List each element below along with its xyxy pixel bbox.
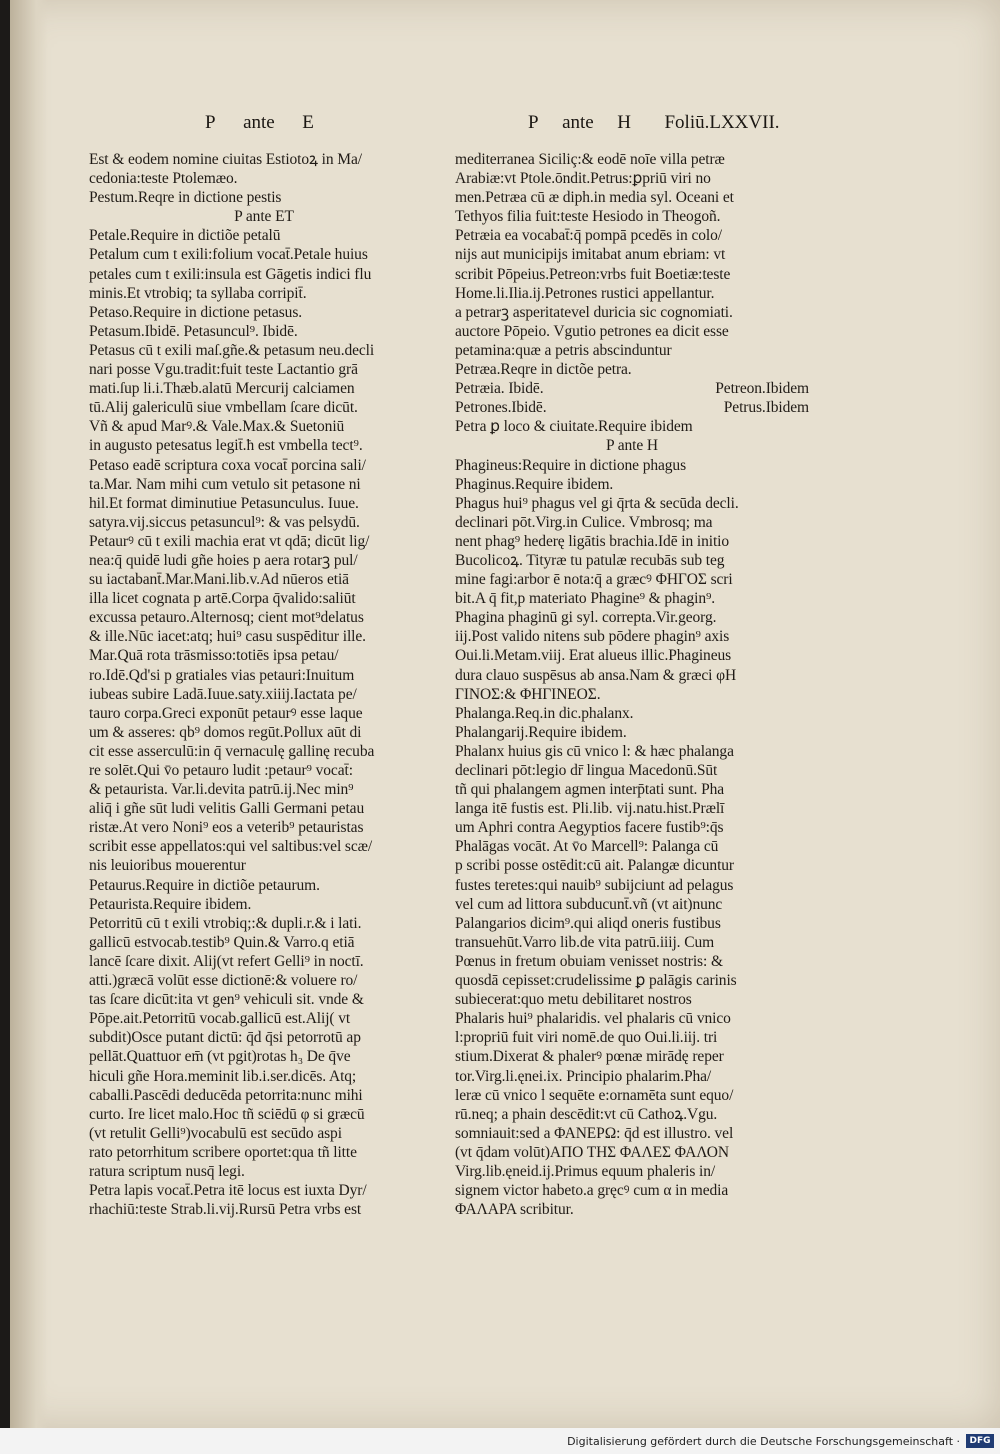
text-line: pellāt.Quattuor em̄ (vt pgit)rotas h₃ De q̄ve <box>89 1048 351 1066</box>
text-line: declinari pōt:legio dr̄ lingua Macedonū.Sūt <box>455 762 718 779</box>
text-line: stium.Dixerat & phalerꝰ pœnæ mirādę reper <box>455 1048 724 1066</box>
text-line: Phalangarij.Require ibidem. <box>455 723 627 741</box>
text-line: Petaurista.Require ibidem. <box>89 895 252 913</box>
text-line: men.Petræa cū æ diph.in media syl. Oceani et <box>455 189 734 207</box>
text-line: atti.)græcā volūt esse dictionē:& voluere ro/ <box>89 972 358 990</box>
text-line: Petasum.Ibidē. Petasuncul⁹. Ibidē. <box>89 322 298 340</box>
text-line: ristæ.At vero Noni⁹ eos a veterib⁹ petauristas <box>89 819 364 837</box>
text-line: Phalanga.Req.in dic.phalanx. <box>455 704 634 722</box>
text-line: Pœnus in fretum obuiam venisset nostris: & <box>455 952 723 970</box>
text-line: Petaso.Require in dictione petasus. <box>89 303 303 321</box>
text-line: um & asseres: qb⁹ domos regūt.Pollux aūt di <box>89 723 362 741</box>
text-line: Est & eodem nomine ciuitas Estiotoꝝ in Ma/ <box>89 151 362 168</box>
text-line: Home.li.Ilia.ij.Petrones rustici appellantur. <box>455 284 715 302</box>
text-line: ΓΙΝΟΣ:& ΦΗΓΙΝΕΟΣ. <box>455 685 601 703</box>
text-line: Phalaris hui⁹ phalaridis. vel phalaris cū vnico <box>455 1010 731 1028</box>
text-line: transuehūt.Varro lib.de vita patrū.iiij. Cum <box>455 933 715 951</box>
head-left-word: ante <box>243 112 275 133</box>
text-line: satyra.vij.siccus petasuncul⁹: & vas pelsydū. <box>89 513 360 531</box>
text-line: rato petorrhitum scribere oportet:qua tñ litte <box>89 1143 357 1161</box>
head-left-letter2: E <box>302 112 314 133</box>
running-head-right <box>528 112 780 134</box>
text-line: su iactabant̄.Mar.Mani.lib.v.Ad nūeros etiā <box>89 571 349 589</box>
text-line: bit.A q̄ fit,p materiato Phagine⁹ & phagin⁹. <box>455 590 716 608</box>
text-line: tū.Alij galericulū siue vmbellam ſcare dicūt. <box>89 399 358 417</box>
text-line: ratura scriptum nusq̄ legi. <box>89 1162 245 1180</box>
folio-number: Foliū.LXXVII. <box>664 112 780 133</box>
text-line: declinari pōt.Virg.in Culice. Vmbrosq; ma <box>455 513 713 531</box>
text-line: caballi.Pascēdi deducēda petorrita:nunc mihi <box>89 1086 363 1104</box>
text-line: subiecerat:quo metu debilitaret nostros <box>455 991 692 1009</box>
text-line: mediterranea Siciliç:& eodē noīe villa petræ <box>455 151 725 168</box>
text-line: dura clauo suspēsus ab ansa.Nam & græci φΗ <box>455 666 737 684</box>
text-line: Palangarios dicim⁹.qui aliqd oneris fustibus <box>455 914 721 932</box>
text-line: Pestum.Reqre in dictione pestis <box>89 189 282 207</box>
text-line: Petale.Require in dictiõe petalū <box>89 227 281 245</box>
text-line <box>455 379 809 398</box>
text-line: Petalum cum t exili:folium vocat̄.Petale huius <box>89 246 368 264</box>
text-line: iij.Post valido nitens sub pōdere phagin⁹ axis <box>455 628 730 646</box>
text-line: Virg.lib.ęneid.ij.Primus equum phaleris in/ <box>455 1162 716 1180</box>
text-line: tas ſcare dicūt:ita vt gen⁹ vehiculi sit. vnde & <box>89 991 364 1009</box>
head-right-letter: P <box>528 112 539 133</box>
text-line: Petra ꝑ loco & ciuitate.Require ibidem <box>455 418 693 436</box>
head-left-letter: P <box>205 112 216 133</box>
text-line: somniauit:sed a ΦΑΝΕΡΩ: q̄d est illustro. vel <box>455 1124 734 1142</box>
text-line: auctore Pōpeio. Vgutio petrones ea dicit esse <box>455 322 729 340</box>
text-line: mati.ſup li.i.Thæb.alatū Mercurij calciamen <box>89 380 355 398</box>
text-line: Phagineus:Require in dictione phagus <box>455 456 687 474</box>
text-line: Oui.li.Metam.viij. Erat alueus illic.Phagineus <box>455 647 732 665</box>
text-line: petamina:quæ a petris abscinduntur <box>455 341 672 359</box>
text-line: Phalanx huius gis cū vnico l: & hæc phalanga <box>455 742 734 760</box>
text-line: leræ cū vnico l sequēte e:ornamēta sunt equo/ <box>455 1086 734 1104</box>
text-line: rhachiū:teste Strab.li.vij.Rursū Petra vrbs est <box>89 1201 362 1219</box>
text-column-right <box>455 150 809 1219</box>
text-line: nijs aut municipijs imitabat anum ebriam: vt <box>455 246 726 264</box>
text-line: Petaurꝰ cū t exili machia erat vt qdā; dicūt lig/ <box>89 532 370 550</box>
text-line: um Aphri contra Aegyptios facere fustib⁹:q̄s <box>455 819 724 837</box>
text-line: tor.Virg.li.ęnei.ix. Principio phalarim.Pha/ <box>455 1067 712 1085</box>
text-line: Petræa.Reqre in dictõe petra. <box>455 361 632 379</box>
text-line: petales cum t exili:insula est Gāgetis indici flu <box>89 265 372 283</box>
head-right-word: ante <box>562 112 594 133</box>
text-line: Pōpe.ait.Petorritū vocab.gallicū est.Alij( vt <box>89 1010 351 1028</box>
text-line: Petaurus.Require in dictiõe petaurum. <box>89 876 320 894</box>
text-line: Phalāgas vocāt. At v̄o Marcell⁹: Palanga cū <box>455 838 719 856</box>
text-line: gallicū estvocab.testib⁹ Quin.& Varro.q etiā <box>89 933 355 951</box>
section-heading: P ante H <box>605 437 658 455</box>
text-line: Phagina phaginū gi syl. correpta.Vir.georg. <box>455 609 717 627</box>
text-line <box>455 398 809 417</box>
text-line-part: Petræia. Ibidē. <box>455 380 544 398</box>
text-line: in augusto petesatus legit̄.ħ est vmbella tect⁹. <box>89 437 363 455</box>
text-line: quosdā cepisset:crudelissime ꝑ palāgis carinis <box>455 972 737 990</box>
running-head-left <box>205 112 314 134</box>
text-line: Bucolicoꝝ. Tityræ tu patulæ recubās sub teg <box>455 551 725 569</box>
text-line: nis leuioribus mouerentur <box>89 857 246 875</box>
text-line: (vt retulit Gelli⁹)vocabulū est secūdo aspi <box>89 1124 342 1142</box>
text-line: ΦΑΛΑΡΑ scribitur. <box>455 1201 574 1219</box>
text-line: re solēt.Qui v̄o petauro ludit :petaur⁹ vocat̄: <box>89 762 353 779</box>
text-line: a petrarꝫ asperitatevel duricia sic cognomiati. <box>455 303 733 321</box>
text-line: langa itē fustis est. Pli.lib. vij.natu.hist.Prælī <box>455 800 725 818</box>
text-line: Petorritū cū t exili vtrobiq;:& dupli.r.& i lati. <box>89 914 362 932</box>
page-binding-edge <box>10 0 48 1428</box>
text-line: Vñ & apud Marꝰ.& Vale.Max.& Suetoniū <box>89 418 345 436</box>
text-line: tñ qui phalangem agmen interp̄tati sunt. Pha <box>455 781 725 799</box>
text-line: Petra lapis vocat̄.Petra itē locus est iuxta Dyr/ <box>89 1182 367 1200</box>
text-line: nent phag⁹ hederę ligātis brachia.Idē in initio <box>455 532 730 550</box>
text-line: curto. Ire licet malo.Hoc tñ sciēdū φ si græcū <box>89 1105 365 1123</box>
text-line: cit esse asserculū:in q̄ vernaculę gallinę recuba <box>89 742 375 760</box>
text-line: p scribi posse ostēdit:cū ait. Palangæ dicuntur <box>455 857 734 875</box>
text-line: tauro corpa.Greci exponūt petaurꝰ esse laque <box>89 704 363 722</box>
text-line: Phagus hui⁹ phagus vel gi q̄rta & secūda decli. <box>455 494 739 512</box>
text-line: Tethyos filia fuit:teste Hesiodo in Theogoñ. <box>455 208 721 226</box>
text-line: iubeas subire Ladā.Iuue.saty.xiiij.Iactata pe/ <box>89 685 357 703</box>
text-line: lancē ſcare dixit. Alij(vt refert Gelli⁹ in noctī. <box>89 952 364 970</box>
text-column-left <box>89 150 439 1219</box>
dfg-logo: DFG <box>966 1434 994 1448</box>
text-line-part: Petrus.Ibidem <box>723 399 809 417</box>
text-line: cedonia:teste Ptolemæo. <box>89 170 238 188</box>
text-line: hiculi gñe Hora.meminit lib.i.ser.dicēs. Atq; <box>89 1067 357 1085</box>
text-line: signem victor habeto.a gręcꝰ cum α in media <box>455 1182 729 1200</box>
text-line: minis.Et vtrobiq; ta syllaba corripit̄. <box>89 284 307 302</box>
text-line: Petasus cū t exili maſ.gñe.& petasum neu.decli <box>89 341 375 359</box>
funding-notice: Digitalisierung gefördert durch die Deutsche Forschungsgemeinschaft · <box>567 1435 960 1448</box>
text-line: hil.Et format diminutiue Petasunculus. Iuue. <box>89 494 359 512</box>
text-line: Mar.Quā rota trāsmisso:totiēs ipsa petau/ <box>89 647 339 665</box>
text-line: illa licet cognata p artē.Corpa q̄valido:saliūt <box>89 590 356 608</box>
text-line: subdit)Osce putant dictū: q̄d q̄si petorrotū ap <box>89 1029 361 1047</box>
text-line-part: Petreon.Ibidem <box>715 380 809 398</box>
text-line: & ille.Nūc iacet:atq; hui⁹ casu suspēditur ille. <box>89 628 366 646</box>
text-line: Petræia ea vocabat̄:q̄ pompā pcedēs in colo/ <box>455 227 722 245</box>
text-line: & petaurista. Var.li.devita patrū.ij.Nec min⁹ <box>89 781 354 799</box>
scanned-page <box>10 0 1000 1428</box>
text-line: rū.neq; a phain descēdit:vt cū Cathoꝝ.Vgu. <box>455 1105 718 1123</box>
section-heading: P ante ET <box>234 208 294 226</box>
text-line: scribit esse appellatos:qui vel saltibus:vel scæ/ <box>89 838 373 856</box>
text-line: aliq̄ i gñe sūt ludi velitis Galli Germani petau <box>89 800 365 818</box>
text-line: l:propriū fuit viri nomē.de quo Oui.li.iij. tri <box>455 1029 718 1047</box>
text-line: fustes teretes:qui nauib⁹ subijciunt ad pelagus <box>455 876 734 894</box>
text-line: scribit Pōpeius.Petreon:vrbs fuit Boetiæ:teste <box>455 265 731 283</box>
digitization-footer <box>0 1428 1000 1454</box>
text-line: Arabiæ:vt Ptole.ōndit.Petrus:ꝑpriū viri no <box>455 170 711 188</box>
text-line: ta.Mar. Nam mihi cum vetulo sit petasone ni <box>89 475 361 493</box>
text-line: excussa petauro.Alternosq; cient mot⁹delatus <box>89 609 364 627</box>
text-line: mine fagi:arbor ē nota:q̄ a græcꝰ ΦΗΓΟΣ scri <box>455 571 733 589</box>
text-line: Petaso eadē scriptura coxa vocat̄ porcina sali/ <box>89 456 366 474</box>
text-line: nari posse Vgu.tradit:fuit teste Lactantio grā <box>89 361 358 379</box>
text-line: ro.Idē.Qd'si p gratiales vias petauri:Inuitum <box>89 666 355 684</box>
text-line-part: Petrones.Ibidē. <box>455 399 547 417</box>
text-line: nea:q̄ quidē ludi gñe hoies p aera rotarꝫ pul/ <box>89 551 358 569</box>
text-line: Phaginus.Require ibidem. <box>455 475 614 493</box>
text-line: vel cum ad littora subducunt̄.vñ (vt ait)nunc <box>455 895 723 913</box>
text-line: (vt q̄dam volūt)ΑΠΟ ΤΗΣ ΦΑΛΕΣ ΦΑΛΟΝ <box>455 1143 729 1161</box>
head-right-letter2: H <box>617 112 631 133</box>
